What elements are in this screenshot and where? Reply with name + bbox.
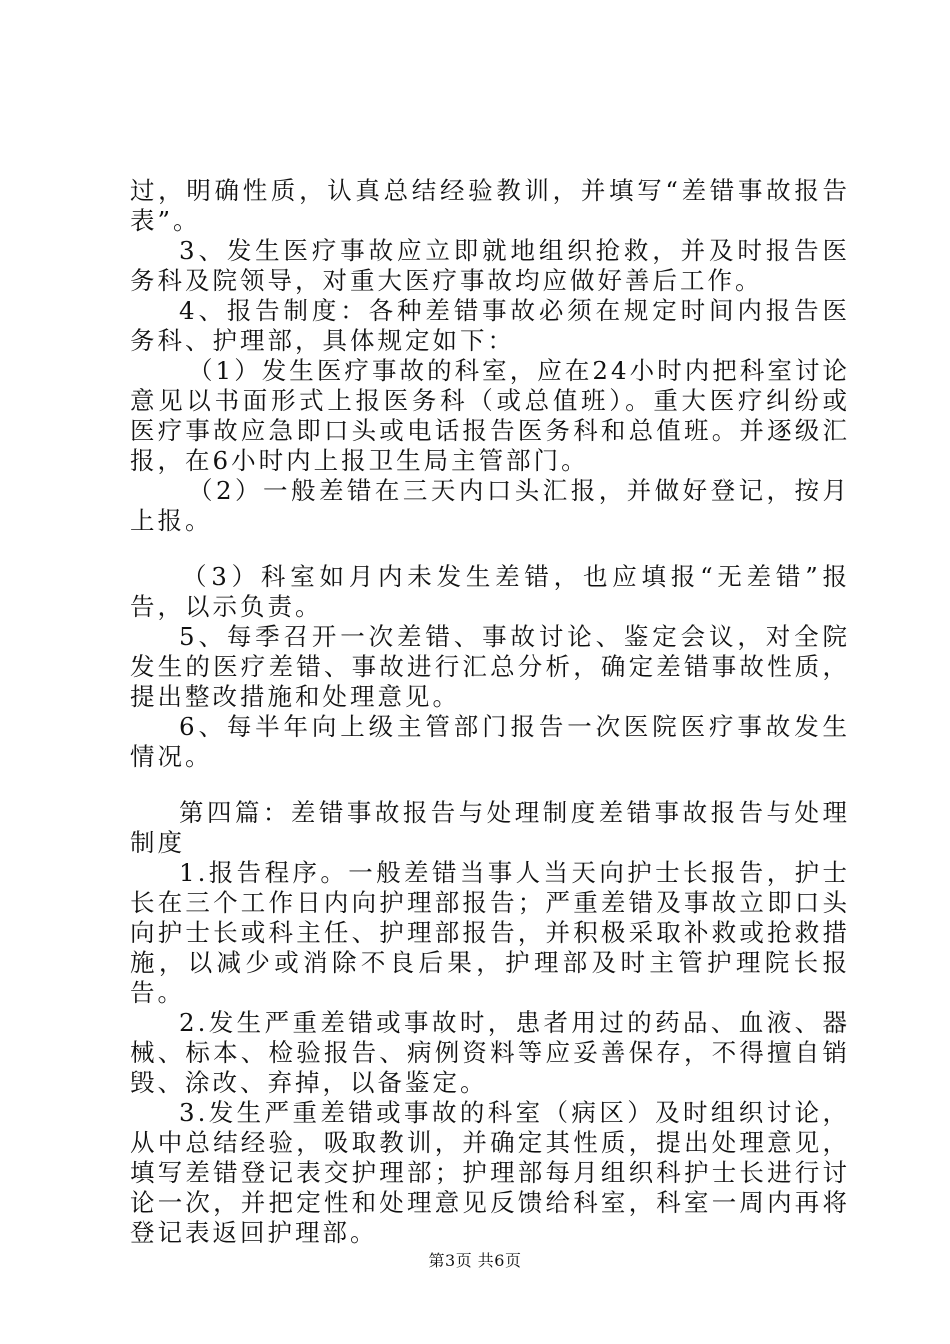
paragraph-report-procedure: 1.报告程序。一般差错当事人当天向护士长报告，护士长在三个工作日内向护理部报告；严重差错及事故立即口头向护士长或科主任、护理部报告，并积极采取补救或抢救措施，以减少或消除不良后果，护理部及时主管护理院长报告。 [130,858,850,1007]
paragraph-continuation: 过，明确性质，认真总结经验教训，并填写“差错事故报告表”。 [130,176,850,235]
document-body [130,176,850,1248]
paragraph-item-4: 4、报告制度：各种差错事故必须在规定时间内报告医务科、护理部，具体规定如下： [130,296,850,355]
paragraph-subitem-2: （2）一般差错在三天内口头汇报，并做好登记，按月上报。 [130,476,850,535]
paragraph-item-5: 5、每季召开一次差错、事故讨论、鉴定会议，对全院发生的医疗差错、事故进行汇总分析，确定差错事故性质，提出整改措施和处理意见。 [130,622,850,711]
paragraph-subitem-1: （1）发生医疗事故的科室，应在24小时内把科室讨论意见以书面形式上报医务科（或总值班）。重大医疗纠纷或医疗事故应急即口头或电话报告医务科和总值班。并逐级汇报，在6小时内上报卫生局主管部门。 [130,356,850,475]
paragraph-department-discussion: 3.发生严重差错或事故的科室（病区）及时组织讨论，从中总结经验，吸取教训，并确定其性质，提出处理意见，填写差错登记表交护理部；护理部每月组织科护士长进行讨论一次，并把定性和处理意见反馈给科室，科室一周内再将登记表返回护理部。 [130,1098,850,1247]
paragraph-item-6: 6、每半年向上级主管部门报告一次医院医疗事故发生情况。 [130,712,850,771]
paragraph-item-3: 3、发生医疗事故应立即就地组织抢救，并及时报告医务科及院领导，对重大医疗事故均应做好善后工作。 [130,236,850,295]
section-heading-part-4: 第四篇：差错事故报告与处理制度差错事故报告与处理制度 [130,798,850,857]
paragraph-evidence-preservation: 2.发生严重差错或事故时，患者用过的药品、血液、器械、标本、检验报告、病例资料等应妥善保存，不得擅自销毁、涂改、弃掉，以备鉴定。 [130,1008,850,1097]
paragraph-subitem-3: （3）科室如月内未发生差错，也应填报“无差错”报告，以示负责。 [130,562,850,621]
page-number-footer: 第3页 共6页 [428,1251,522,1270]
